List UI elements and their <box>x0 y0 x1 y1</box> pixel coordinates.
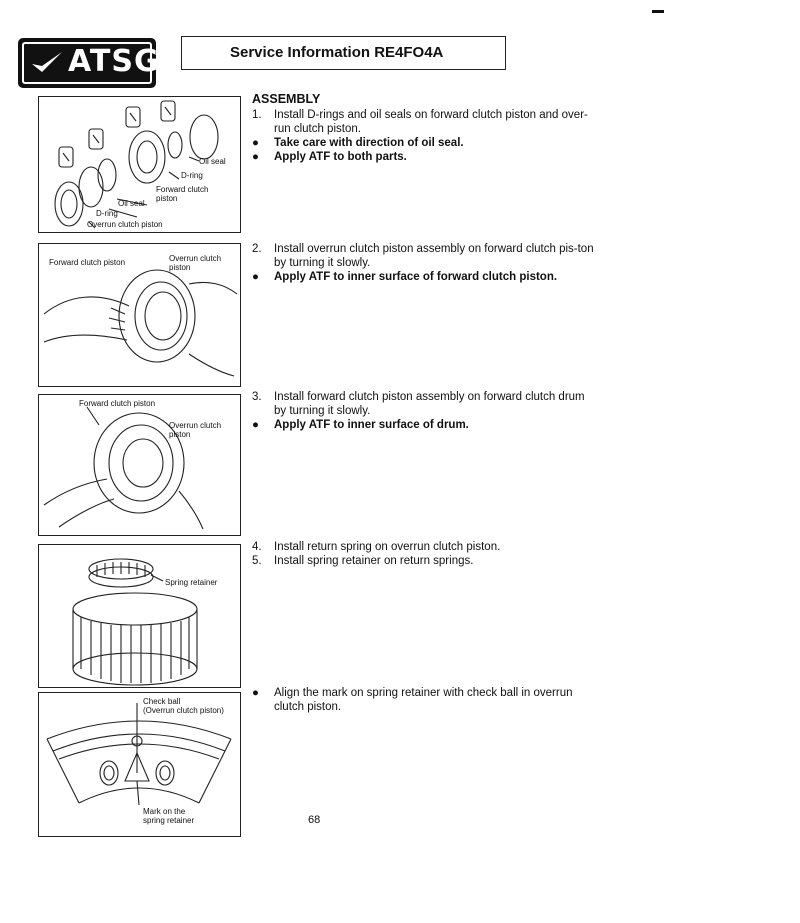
assembly-section <box>252 92 597 164</box>
label-d-ring-2: D-ring <box>96 209 118 218</box>
label-oil-seal-1: Oil seal <box>199 157 226 166</box>
step-6-section <box>252 686 597 714</box>
step-3: 3. Install forward clutch piston assembly on forward clutch drum by turning it slowly. <box>252 391 585 417</box>
note-apply-atf-drum: ● Apply ATF to inner surface of drum. <box>252 419 469 431</box>
figure-spring-retainer <box>38 544 241 688</box>
step-4: 4. Install return spring on overrun clutch piston. <box>252 541 501 553</box>
checkmark-icon <box>30 50 64 76</box>
figure-alignment-mark <box>38 692 241 837</box>
note-apply-atf: ● Apply ATF to both parts. <box>252 151 407 163</box>
figure-pistons-exploded <box>38 96 241 233</box>
step-1: 1. Install D-rings and oil seals on forward clutch piston and over-run clutch piston. <box>252 109 588 135</box>
page-number: 68 <box>308 814 321 826</box>
label-check-ball: Check ball (Overrun clutch piston) <box>143 697 224 715</box>
label-oil-seal-2: Oil seal <box>118 199 145 208</box>
note-apply-atf-piston: ● Apply ATF to inner surface of forward clutch piston. <box>252 271 558 283</box>
section-heading: ASSEMBLY <box>252 92 321 106</box>
label-d-ring-1: D-ring <box>181 171 203 180</box>
label-forward-clutch-piston: Forward clutch piston <box>49 258 126 267</box>
page-title: Service Information RE4FO4A <box>230 44 444 61</box>
hands-drum-drawing <box>39 395 240 535</box>
note-oil-seal-direction: ● Take care with direction of oil seal. <box>252 137 464 149</box>
step-2: 2. Install overrun clutch piston assembly on forward clutch pis-ton by turning it slowly. <box>252 243 594 269</box>
label-spring-retainer: Spring retainer <box>165 578 218 587</box>
atsg-logo <box>18 38 160 88</box>
label-forward-clutch-piston: Forward clutch piston <box>156 185 209 203</box>
corner-mark <box>652 10 664 13</box>
logo-text: ATSG <box>68 44 160 79</box>
spring-retainer-drawing <box>39 545 240 687</box>
figure-install-overrun-piston <box>38 243 241 387</box>
step-4-5-section <box>252 540 597 568</box>
label-mark-spring-retainer: Mark on the spring retainer <box>143 807 195 825</box>
step-5: 5. Install spring retainer on return springs. <box>252 555 474 567</box>
label-forward-clutch-piston: Forward clutch piston <box>79 399 156 408</box>
label-overrun-clutch-piston: Overrun clutch piston <box>169 254 222 272</box>
step-3-section <box>252 390 597 432</box>
figure-install-forward-piston <box>38 394 241 536</box>
step-2-section <box>252 242 597 284</box>
header-title-box <box>181 36 506 70</box>
label-overrun-clutch-piston: Overrun clutch piston <box>169 421 222 439</box>
label-overrun-clutch-piston: Overrun clutch piston <box>87 220 163 229</box>
note-align-mark: ● Align the mark on spring retainer with check ball in overrun clutch piston. <box>252 687 573 713</box>
